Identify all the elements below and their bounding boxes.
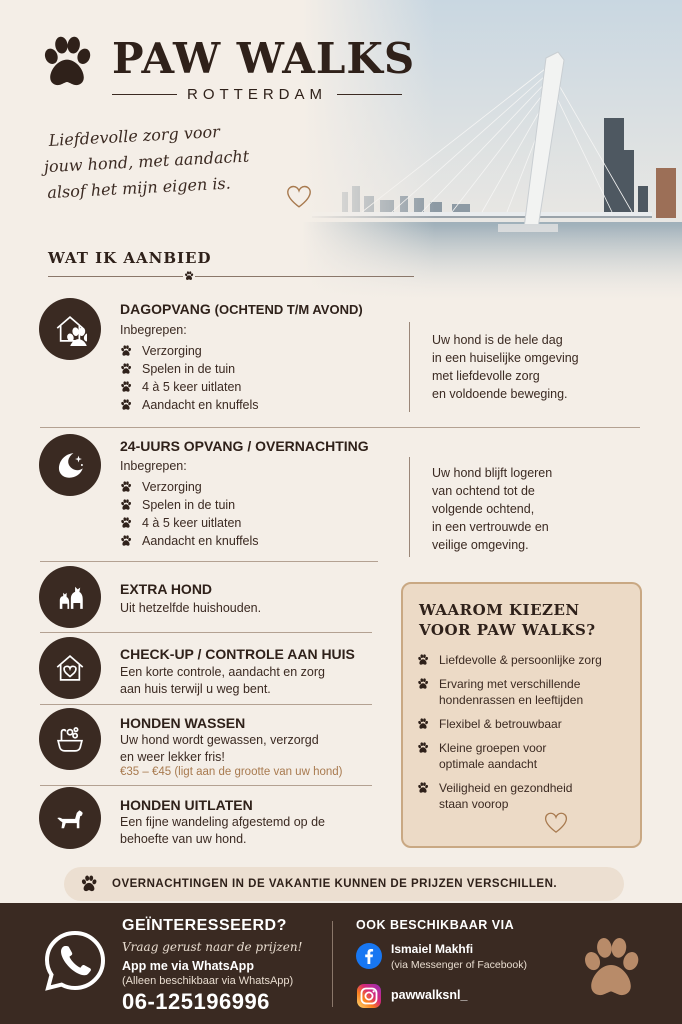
divider — [409, 322, 410, 412]
whatsapp-icon[interactable] — [42, 928, 108, 994]
description-line: in een huiselijke omgeving — [432, 351, 579, 365]
service-text-line: behoefte van uw hond. — [120, 832, 247, 846]
paw-icon — [417, 782, 429, 794]
list-item-text: 4 à 5 keer uitlaten — [142, 516, 242, 530]
paw-icon — [417, 654, 429, 666]
list-item — [120, 342, 259, 360]
house-heart-icon — [39, 637, 101, 699]
why-box — [401, 582, 642, 848]
phone-number[interactable]: 06-125196996 — [122, 989, 270, 1014]
paw-icon — [120, 535, 132, 547]
list-item-text — [439, 740, 546, 772]
list-item — [120, 532, 259, 550]
list-item — [120, 360, 259, 378]
list-item-text: 4 à 5 keer uitlaten — [142, 380, 242, 394]
heart-icon — [285, 183, 313, 211]
brand-title: PAW WALKS — [112, 34, 416, 83]
tagline-line: Liefdevolle zorg voor — [48, 122, 221, 150]
list-item-text: Aandacht en knuffels — [142, 534, 259, 548]
paw-icon — [417, 718, 429, 730]
description-line: Uw hond blijft logeren — [432, 466, 553, 480]
tagline-line: alsof het mijn eigen is. — [46, 173, 232, 203]
divider — [40, 785, 372, 786]
heart-icon — [543, 810, 569, 836]
two-dogs-icon — [39, 566, 101, 628]
description-line: van ochtend tot de — [432, 484, 535, 498]
description-line: en voldoende beweging. — [432, 387, 568, 401]
list-item — [120, 514, 259, 532]
service-description — [432, 331, 579, 403]
list-item-line: Ervaring met verschillende — [439, 677, 581, 691]
house-paw-icon — [39, 298, 101, 360]
service-title: EXTRA HOND — [120, 581, 213, 597]
service-text — [120, 814, 325, 848]
divider — [40, 632, 372, 633]
paw-icon — [120, 517, 132, 529]
divider — [112, 94, 177, 95]
instagram-name[interactable]: pawwalksnl_ — [391, 988, 468, 1002]
why-title-line: VOOR PAW WALKS? — [419, 621, 596, 639]
walking-dog-icon — [39, 787, 101, 849]
list-item-text — [439, 780, 572, 812]
list-item-line: staan voorop — [439, 797, 509, 811]
list-item — [417, 780, 637, 812]
list-item-line: optimale aandacht — [439, 757, 538, 771]
divider — [409, 457, 410, 557]
pricing-note — [64, 867, 624, 901]
included-list — [120, 478, 259, 550]
service-title: HONDEN UITLATEN — [120, 797, 253, 813]
list-item — [120, 496, 259, 514]
list-item — [417, 676, 637, 708]
tagline — [43, 114, 312, 206]
description-line: veilige omgeving. — [432, 538, 529, 552]
service-text: Uit hetzelfde huishouden. — [120, 601, 262, 615]
facebook-name[interactable]: Ismaiel Makhfi — [391, 942, 474, 956]
list-item-text — [439, 676, 583, 708]
brand-subtitle-text: ROTTERDAM — [187, 86, 327, 103]
paw-icon — [120, 499, 132, 511]
included-label: Inbegrepen: — [120, 323, 187, 337]
paw-icon — [417, 742, 429, 754]
paw-icon — [120, 363, 132, 375]
contact-script: Vraag gerust naar de prijzen! — [122, 940, 303, 954]
paw-icon — [80, 875, 98, 893]
divider — [40, 704, 372, 705]
description-line: met liefdevolle zorg — [432, 369, 540, 383]
list-item — [120, 396, 259, 414]
service-text-line: en weer lekker fris! — [120, 750, 225, 764]
list-item-text: Verzorging — [142, 344, 202, 358]
facebook-icon[interactable] — [356, 943, 382, 969]
divider — [40, 561, 378, 562]
paw-logo-icon — [38, 35, 96, 91]
whatsapp-note: (Alleen beschikbaar via WhatsApp) — [122, 975, 294, 987]
paw-icon — [578, 933, 644, 1005]
list-item-text: Spelen in de tuin — [142, 498, 236, 512]
service-text-line: Een korte controle, aandacht en zorg — [120, 665, 325, 679]
facebook-note: (via Messenger of Facebook) — [391, 959, 527, 971]
description-line: in een vertrouwde en — [432, 520, 549, 534]
service-title-text: DAGOPVANG — [120, 301, 211, 317]
paw-icon — [120, 345, 132, 357]
service-text — [120, 664, 325, 698]
pricing-note-text: OVERNACHTINGEN IN DE VAKANTIE KUNNEN DE PRIJZEN VERSCHILLEN. — [112, 878, 558, 890]
divider — [48, 276, 414, 277]
why-title — [419, 600, 629, 640]
service-title-sub: (OCHTEND T/M AVOND) — [214, 302, 363, 317]
service-price: €35 – €45 (ligt aan de grootte van uw hond) — [120, 766, 343, 778]
service-text — [120, 732, 319, 766]
list-item — [120, 378, 259, 396]
divider — [40, 427, 640, 428]
instagram-icon[interactable] — [356, 983, 382, 1009]
list-item — [417, 716, 637, 732]
list-item-text: Aandacht en knuffels — [142, 398, 259, 412]
service-text-line: Uw hond wordt gewassen, verzorgd — [120, 733, 319, 747]
list-item — [417, 652, 637, 668]
list-item-line: Kleine groepen voor — [439, 741, 547, 755]
section-title: WAT IK AANBIED — [48, 249, 212, 267]
paw-icon — [183, 270, 195, 282]
service-title: CHECK-UP / CONTROLE AAN HUIS — [120, 646, 355, 662]
tagline-line: jouw hond, met aandacht — [43, 146, 250, 177]
why-title-line: WAAROM KIEZEN — [419, 601, 580, 619]
service-description — [432, 464, 552, 554]
list-item-line: hondenrassen en leeftijden — [439, 693, 584, 707]
moon-icon — [39, 434, 101, 496]
contact-footer — [0, 903, 682, 1024]
divider — [332, 921, 333, 1007]
whatsapp-label: App me via WhatsApp — [122, 959, 254, 973]
list-item-text: Spelen in de tuin — [142, 362, 236, 376]
paw-icon — [120, 399, 132, 411]
list-item-text — [439, 652, 602, 668]
description-line: volgende ochtend, — [432, 502, 535, 516]
list-item — [417, 740, 637, 772]
paw-icon — [120, 481, 132, 493]
list-item-text: Verzorging — [142, 480, 202, 494]
list-item — [120, 478, 259, 496]
service-text-line: Een fijne wandeling afgestemd op de — [120, 815, 326, 829]
list-item-line: Liefdevolle & persoonlijke zorg — [439, 653, 602, 667]
list-item-line: Veiligheid en gezondheid — [439, 781, 573, 795]
also-heading: OOK BESCHIKBAAR VIA — [356, 918, 515, 932]
paw-icon — [417, 678, 429, 690]
divider — [337, 94, 402, 95]
bathtub-icon — [39, 708, 101, 770]
list-item-text — [439, 716, 562, 732]
paw-icon — [120, 381, 132, 393]
included-list — [120, 342, 259, 414]
service-title: HONDEN WASSEN — [120, 715, 246, 731]
description-line: Uw hond is de hele dag — [432, 333, 563, 347]
service-text-line: aan huis terwijl u weg bent. — [120, 682, 271, 696]
service-title — [120, 301, 363, 317]
included-label: Inbegrepen: — [120, 459, 187, 473]
service-title: 24-UURS OPVANG / OVERNACHTING — [120, 438, 369, 454]
why-list — [417, 652, 637, 820]
contact-heading: GEÏNTERESSEERD? — [122, 917, 287, 934]
brand-subtitle — [112, 86, 402, 103]
list-item-line: Flexibel & betrouwbaar — [439, 717, 562, 731]
